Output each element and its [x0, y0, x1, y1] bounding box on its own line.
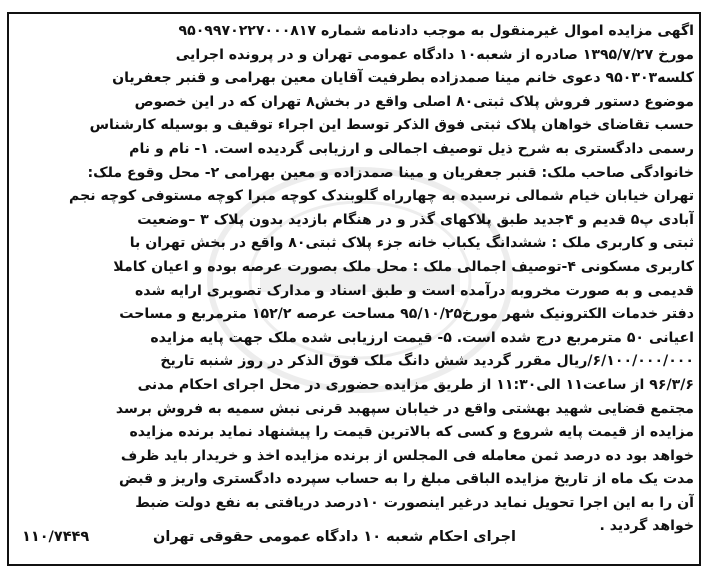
notice-line: خانوادگی صاحب ملک: قنبر جعفریان و مینا صمدزاده و معین بهرامی ۲- محل وقوع ملک: [87, 164, 694, 181]
notice-line: کاربری مسکونی ۴-توصیف اجمالی ملک : محل ملک بصورت عرصه بوده و اعیان کاملا [113, 258, 694, 275]
notice-line: مدت یک ماه از تاریخ مزایده الباقی مبلغ را به حساب سپرده دادگستری واریز و قبض [118, 471, 694, 488]
notice-line: خواهد بود ده درصد ثمن معامله فی المجلس از برنده مزایده اخذ و خریدار باید ظرف [120, 447, 694, 464]
top-strip [0, 0, 712, 10]
notice-line: ۶/۱۰۰/۰۰۰/۰۰۰/ریال مقرر گردید شش دانگ ملک فوق الذکر در روز شنبه تاریخ [160, 353, 694, 370]
notice-line: ۹۶/۳/۶ از ساعت۱۱ الی۱۱:۳۰ از طریق مزایده حضوری در محل اجرای احکام مدنی [137, 376, 694, 393]
notice-line: اگهی مزایده اموال غیرمنقول به موجب دادنامه شماره ۹۵۰۹۹۷۰۲۲۷۰۰۰۸۱۷ [178, 23, 694, 39]
notice-line: آن را به این اجرا تحویل نماید درغیر اینصورت ۱۰درصد دریافتی به نفع دولت ضبط [135, 494, 694, 511]
notice-line: آبادی پ۵ قدیم و ۴جدید طبق پلاکهای گذر و در هنگام بازدید بدون پلاک ۳ –وضعیت [137, 211, 694, 228]
notice-line: رسمی دادگستری به شرح ذیل توصیف اجمالی و ارزیابی گردیده است. ۱- نام و نام [129, 140, 694, 157]
notice-line: موضوع دستور فروش پلاک ثبتی۸۰ اصلی واقع در بخش۸ تهران که در این خصوص [134, 93, 694, 110]
notice-body [14, 20, 694, 539]
notice-line: اعیانی ۵۰ مترمربع درج شده است. ۵- قیمت ارزیابی شده ملک جهت پایه مزایده [150, 329, 694, 346]
notice-line: مجتمع قضایی شهید بهشتی واقع در خیابان سپهبد قرنی نبش سمیه به فروش برسد [115, 400, 694, 417]
notice-line: تهران خیابان خیام شمالی نرسیده به چهارراه گلوبندک کوچه مبرا کوچه مستوفی کوچه نجم [69, 188, 694, 205]
notice-line: مزایده از قیمت پایه شروع و کسی که بالاترین قیمت را پیشنهاد نماید برنده مزایده [129, 424, 694, 441]
notice-footer [14, 524, 694, 554]
notice-line: دفتر خدمات الکترونیک شهر مورخ۹۵/۱۰/۲۵ مساحت عرصه ۱۵۲/۲ مترمربع و مساحت [119, 306, 694, 323]
issuer-name: اجرای احکام شعبه ۱۰ دادگاه عمومی حقوقی تهران [152, 529, 516, 545]
notice-code: ۱۱۰/۷۴۴۹ [22, 529, 90, 545]
notice-line: مورخ ۱۳۹۵/۷/۲۷ صادره از شعبه۱۰ دادگاه عمومی تهران و در پرونده اجرایی [175, 46, 694, 63]
notice-line: خواهد گردید . [599, 518, 694, 535]
notice-line: ثبتی و کاربری ملک : ششدانگ یکباب خانه جزء پلاک ثبتی۸۰ واقع در بخش تهران با [129, 235, 694, 252]
notice-line: قدیمی و به صورت مخروبه درآمده است و طبق اسناد و مدارک تصویری ارایه شده [134, 282, 694, 299]
notice-line: حسب تقاضای خواهان پلاک ثبتی فوق الذکر توسط این اجراء توقیف و بوسیله کارشناس [89, 117, 694, 134]
notice-line: کلسه۹۵۰۳۰۳ دعوی خانم مینا صمدزاده بطرفیت آقایان معین بهرامی و قنبر جعفریان [112, 70, 694, 87]
